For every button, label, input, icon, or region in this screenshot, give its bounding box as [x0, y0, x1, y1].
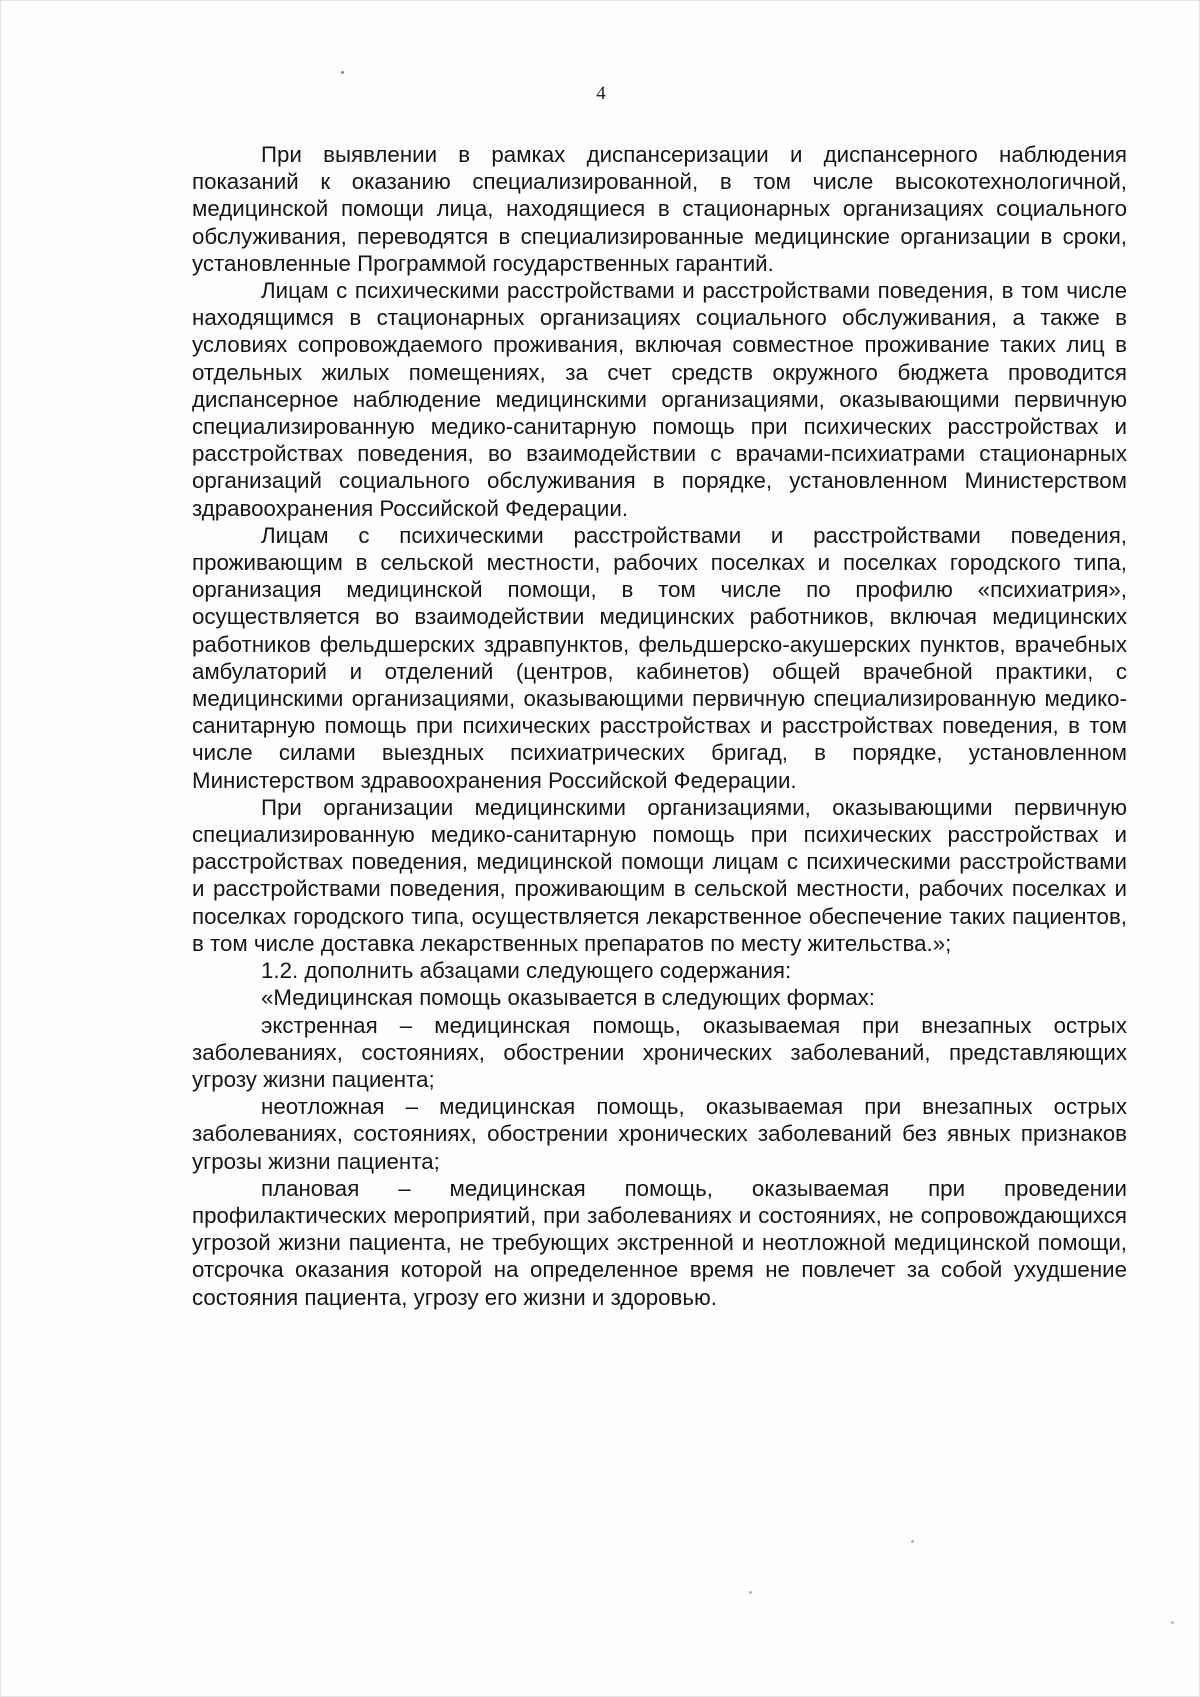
paragraph: «Медицинская помощь оказывается в следующих формах: [261, 985, 875, 1011]
paragraph: неотложная – медицинская помощь, оказываемая при внезапных острых заболеваниях, состояниях, обострении хронических заболеваний без явных признаков угрозы жизни пациента; [192, 1094, 1127, 1174]
page-number: 4 [596, 83, 606, 104]
paragraph: плановая – медицинская помощь, оказываемая при проведении профилактических мероприятий, при заболеваниях и состояниях, не сопровождающихся угрозой жизни пациента, не требующих экстренной и неотложной медицинской помощи, отсрочка оказания которой на определенное время не повлечет за собой ухудшение состояния пациента, угрозу его жизни и здоровью. [192, 1175, 1127, 1310]
scan-speck [341, 71, 344, 74]
paragraph: При выявлении в рамках диспансеризации и диспансерного наблюдения показаний к оказанию специализированной, в том числе высокотехнологичной, медицинской помощи лица, находящиеся в стационарных организациях социального обслуживания, переводятся в специализированные медицинские организации в сроки, установленные Программой государственных гарантий. [192, 142, 1127, 276]
paragraph: экстренная – медицинская помощь, оказываемая при внезапных острых заболеваниях, состояниях, обострении хронических заболеваний, представляющих угрозу жизни пациента; [192, 1012, 1127, 1092]
document-body [192, 141, 1127, 1311]
paragraph: Лицам с психическими расстройствами и расстройствами поведения, в том числе находящимся в стационарных организациях социального обслуживания, а также в условиях сопровождаемого проживания, включая совместное проживание таких лиц в отдельных жилых помещениях, за счет средств окружного бюджета проводится диспансерное наблюдение медицинскими организациями, оказывающими первичную специализированную медико-санитарную помощь при психических расстройствах и расстройствах поведения, во взаимодействии с врачами-психиатрами стационарных организаций социального обслуживания в порядке, установленном Министерством здравоохранения Российской Федерации. [192, 278, 1127, 521]
scan-speck [911, 1540, 914, 1543]
paragraph: Лицам с психическими расстройствами и расстройствами поведения, проживающим в сельской местности, рабочих поселках и поселках городского типа, организация медицинской помощи, в том числе по профилю «психиатрия», осуществляется во взаимодействии медицинских работников, включая медицинских работников фельдшерских здравпунктов, фельдшерско-акушерских пунктов, врачебных амбулаторий и отделений (центров, кабинетов) общей врачебной практики, с медицинскими организациями, оказывающими первичную специализированную медико-санитарную помощь при психических расстройствах и расстройствах поведения, в том числе силами выездных психиатрических бригад, в порядке, установленном Министерством здравоохранения Российской Федерации. [192, 522, 1127, 793]
paragraph: При организации медицинскими организациями, оказывающими первичную специализированную медико-санитарную помощь при психических расстройствах и расстройствах поведения, медицинской помощи лицам с психическими расстройствами и расстройствами поведения, проживающим в сельской местности, рабочих поселках и поселках городского типа, осуществляется лекарственное обеспечение таких пациентов, в том числе доставка лекарственных препаратов по месту жительства.»; [192, 794, 1127, 956]
scan-speck [749, 1591, 752, 1594]
scan-speck [1171, 1621, 1174, 1624]
paragraph: 1.2. дополнить абзацами следующего содержания: [261, 958, 792, 984]
